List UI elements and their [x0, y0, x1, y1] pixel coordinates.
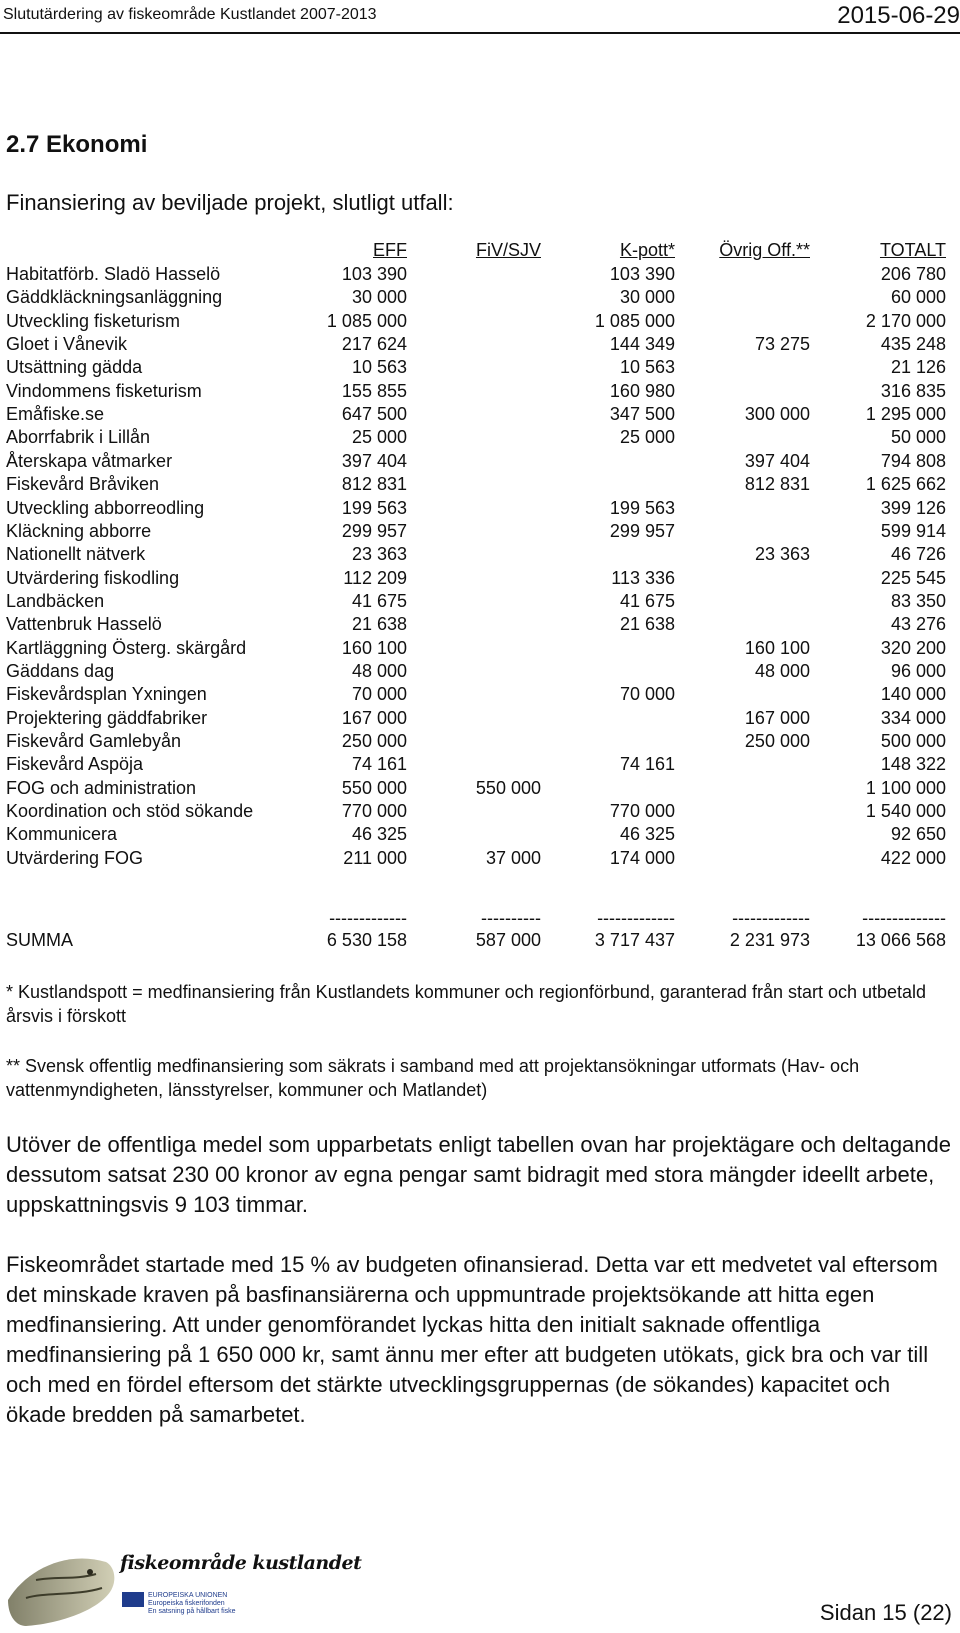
page-number: Sidan 15 (22) [819, 1600, 952, 1625]
table-separator-row [0, 906, 960, 930]
table-row [0, 636, 960, 660]
cell-total: 92 650 [890, 824, 946, 844]
cell-kpott: 1 085 000 [594, 311, 675, 331]
cell-eff: 74 161 [351, 754, 407, 774]
col-header-eff: EFF [373, 240, 407, 260]
project-name: Projektering gäddfabriker [6, 708, 208, 728]
cell-kpott: 21 638 [619, 614, 675, 634]
table-row [0, 472, 960, 496]
paragraph-ofinansierad: Fiskeområdet startade med 15 % av budgeten ofinansierad. Detta var ett medvetet val eftersom det minskade kraven på basfinansiärerna och uppmuntrade projektsökande att hitta egen medfinansiering. Att under genomförandet lyckas hitta den initialt saknade offentliga medfinansiering på 1 650 000 kr, samt ännu mer efter att budgeten utökats, gick bra och var till och med en fördel eftersom det stärkte utvecklingsgruppernas (de sökandes) kapacitet och ökade bredden på samarbetet. [6, 1252, 938, 1427]
project-name: Vindommens fisketurism [6, 381, 202, 401]
project-name: Utvärdering FOG [6, 848, 144, 868]
cell-total: 316 835 [880, 381, 946, 401]
cell-ovrig: 812 831 [744, 474, 810, 494]
cell-total: 43 276 [890, 614, 946, 634]
project-name: Aborrfabrik i Lillån [6, 427, 151, 447]
cell-eff: 25 000 [351, 427, 407, 447]
footnote-ovrig-off: ** Svensk offentlig medfinansiering som säkrats i samband med att projektansökningar utformats (Hav- och vattenmyndigheten, länsstyrelser, kommuner och Matlandet) [6, 1056, 860, 1100]
project-name: Fiskevårdsplan Yxningen [6, 684, 207, 704]
table-row [0, 612, 960, 636]
cell-total: 500 000 [880, 731, 946, 751]
project-name: Utveckling abborreodling [6, 498, 205, 518]
table-row [0, 519, 960, 543]
project-name: Gloet i Vånevik [6, 334, 128, 354]
summa-fiv: 587 000 [475, 930, 541, 950]
table-row [0, 542, 960, 566]
summa-eff: 6 530 158 [326, 930, 407, 950]
summa-ovrig: 2 231 973 [729, 930, 810, 950]
project-name: Utsättning gädda [6, 357, 143, 377]
cell-total: 1 100 000 [865, 778, 946, 798]
section-heading: 2.7 Ekonomi [6, 131, 148, 158]
cell-eff: 70 000 [351, 684, 407, 704]
cell-total: 206 780 [880, 264, 946, 284]
project-name: Nationellt nätverk [6, 544, 146, 564]
separator: -------------- [862, 908, 946, 928]
cell-total: 599 914 [880, 521, 946, 541]
summa-label: SUMMA [6, 930, 73, 950]
cell-eff: 647 500 [341, 404, 407, 424]
cell-eff: 21 638 [351, 614, 407, 634]
col-header-fiv: FiV/SJV [475, 240, 541, 260]
cell-total: 2 170 000 [865, 311, 946, 331]
cell-eff: 812 831 [341, 474, 407, 494]
eu-flag-icon [122, 1592, 144, 1607]
project-name: Fiskevård Bråviken [6, 474, 160, 494]
cell-ovrig: 167 000 [744, 708, 810, 728]
paragraph-egna-medel: Utöver de offentliga medel som upparbetats enligt tabellen ovan har projektägare och deltagande dessutom satsat 230 00 kronor av egna pengar samt bidragit med stora mängder ideellt arbete, uppskattningsvis 9 103 timmar. [6, 1132, 952, 1217]
cell-kpott: 160 980 [609, 381, 675, 401]
cell-eff: 397 404 [341, 451, 407, 471]
cell-total: 794 808 [880, 451, 946, 471]
project-name: Landbäcken [6, 591, 105, 611]
cell-total: 50 000 [890, 427, 946, 447]
cell-eff: 550 000 [341, 778, 407, 798]
cell-total: 46 726 [890, 544, 946, 564]
project-name: FOG och administration [6, 778, 197, 798]
footnote-kustlandspott: * Kustlandspott = medfinansiering från Kustlandets kommuner och regionförbund, garanterad från start och utbetald årsvis i förskott [6, 982, 927, 1026]
table-row [0, 309, 960, 333]
table-row [0, 799, 960, 823]
table-row [0, 402, 960, 426]
cell-ovrig: 160 100 [744, 638, 810, 658]
cell-kpott: 25 000 [619, 427, 675, 447]
project-name: Habitatförb. Sladö Hasselö [6, 264, 221, 284]
cell-kpott: 113 336 [611, 568, 675, 588]
project-name: Utveckling fisketurism [6, 311, 181, 331]
cell-eff: 211 000 [343, 848, 407, 868]
table-row [0, 262, 960, 286]
cell-ovrig: 250 000 [744, 731, 810, 751]
cell-total: 1 540 000 [865, 801, 946, 821]
table-row [0, 285, 960, 309]
summa-kpott: 3 717 437 [594, 930, 675, 950]
table-row [0, 752, 960, 776]
table-row [0, 355, 960, 379]
project-name: Gäddkläckningsanläggning [6, 287, 223, 307]
cell-kpott: 347 500 [609, 404, 675, 424]
cell-eff: 10 563 [351, 357, 407, 377]
table-row [0, 659, 960, 683]
project-name: Emåfiske.se [6, 404, 105, 424]
separator: ---------- [481, 908, 541, 928]
table-row [0, 729, 960, 753]
project-name: Kommunicera [6, 824, 118, 844]
table-row [0, 425, 960, 449]
eu-caption-line: EUROPEISKA UNIONEN [148, 1592, 228, 1599]
cell-kpott: 144 349 [609, 334, 675, 354]
table-row [0, 566, 960, 590]
separator: ------------- [597, 908, 675, 928]
cell-total: 140 000 [880, 684, 946, 704]
table-row [0, 682, 960, 706]
separator: ------------- [732, 908, 810, 928]
table-header-row [0, 238, 960, 262]
cell-eff: 299 957 [341, 521, 407, 541]
cell-fiv: 37 000 [485, 848, 541, 868]
project-name: Koordination och stöd sökande [6, 801, 254, 821]
cell-total: 320 200 [880, 638, 946, 658]
col-header-total: TOTALT [879, 240, 946, 260]
logo-text: fiskeområde kustlandet [120, 1552, 362, 1574]
project-name: Utvärdering fiskodling [6, 568, 180, 588]
cell-eff: 217 624 [341, 334, 407, 354]
table-row [0, 379, 960, 403]
cell-kpott: 103 390 [609, 264, 675, 284]
cell-total: 399 126 [880, 498, 946, 518]
cell-kpott: 299 957 [609, 521, 675, 541]
cell-total: 334 000 [880, 708, 946, 728]
project-name: Fiskevård Aspöja [6, 754, 144, 774]
cell-kpott: 30 000 [619, 287, 675, 307]
cell-kpott: 74 161 [619, 754, 675, 774]
cell-ovrig: 300 000 [744, 404, 810, 424]
table-row [0, 332, 960, 356]
eu-caption-line: Europeiska fiskerifonden [148, 1600, 225, 1607]
cell-total: 225 545 [880, 568, 946, 588]
summa-total: 13 066 568 [855, 930, 946, 950]
table-row [0, 589, 960, 613]
cell-total: 96 000 [890, 661, 946, 681]
table-row [0, 846, 960, 870]
cell-kpott: 41 675 [619, 591, 675, 611]
cell-kpott: 199 563 [609, 498, 675, 518]
cell-eff: 46 325 [351, 824, 407, 844]
cell-total: 83 350 [890, 591, 946, 611]
cell-kpott: 10 563 [619, 357, 675, 377]
header-rule [0, 32, 960, 34]
separator: ------------- [329, 908, 407, 928]
cell-ovrig: 73 275 [754, 334, 810, 354]
cell-total: 1 295 000 [865, 404, 946, 424]
cell-eff: 770 000 [341, 801, 407, 821]
cell-ovrig: 397 404 [744, 451, 810, 471]
cell-eff: 23 363 [351, 544, 407, 564]
cell-total: 148 322 [880, 754, 946, 774]
cell-eff: 112 209 [343, 568, 407, 588]
cell-eff: 155 855 [341, 381, 407, 401]
cell-total: 1 625 662 [865, 474, 946, 494]
cell-eff: 167 000 [341, 708, 407, 728]
cell-eff: 103 390 [341, 264, 407, 284]
cell-total: 422 000 [880, 848, 946, 868]
project-name: Gäddans dag [6, 661, 115, 681]
cell-total: 60 000 [890, 287, 946, 307]
cell-eff: 30 000 [351, 287, 407, 307]
cell-eff: 199 563 [341, 498, 407, 518]
cell-ovrig: 48 000 [754, 661, 810, 681]
project-name: Vattenbruk Hasselö [6, 614, 162, 634]
table-row [0, 776, 960, 800]
eu-caption [148, 1592, 236, 1616]
table-row [0, 822, 960, 846]
table-row [0, 496, 960, 520]
cell-eff: 48 000 [351, 661, 407, 681]
cell-eff: 1 085 000 [326, 311, 407, 331]
header-title: Slututärdering av fiskeområde Kustlandet 2007-2013 [3, 6, 377, 23]
table-row [0, 706, 960, 730]
cell-kpott: 70 000 [619, 684, 675, 704]
cell-kpott: 770 000 [609, 801, 675, 821]
cell-total: 435 248 [880, 334, 946, 354]
col-header-kpott: K-pott* [619, 240, 675, 260]
cell-kpott: 174 000 [609, 848, 675, 868]
eu-caption-line: En satsning på hållbart fiske [148, 1608, 236, 1615]
cell-kpott: 46 325 [619, 824, 675, 844]
table-row [0, 449, 960, 473]
project-name: Återskapa våtmarker [6, 451, 173, 471]
project-name: Fiskevård Gamlebyån [6, 731, 182, 751]
project-name: Kläckning abborre [6, 521, 152, 541]
project-name: Kartläggning Österg. skärgård [6, 638, 247, 658]
cell-eff: 160 100 [341, 638, 407, 658]
cell-total: 21 126 [890, 357, 946, 377]
table-summary-row [0, 928, 960, 952]
page-header [0, 0, 960, 34]
col-header-ovrig: Övrig Off.** [719, 240, 810, 260]
cell-eff: 250 000 [341, 731, 407, 751]
header-date: 2015-06-29 [837, 2, 960, 29]
cell-fiv: 550 000 [475, 778, 541, 798]
cell-eff: 41 675 [351, 591, 407, 611]
cell-ovrig: 23 363 [754, 544, 810, 564]
section-subheading: Finansiering av beviljade projekt, slutligt utfall: [6, 190, 454, 215]
